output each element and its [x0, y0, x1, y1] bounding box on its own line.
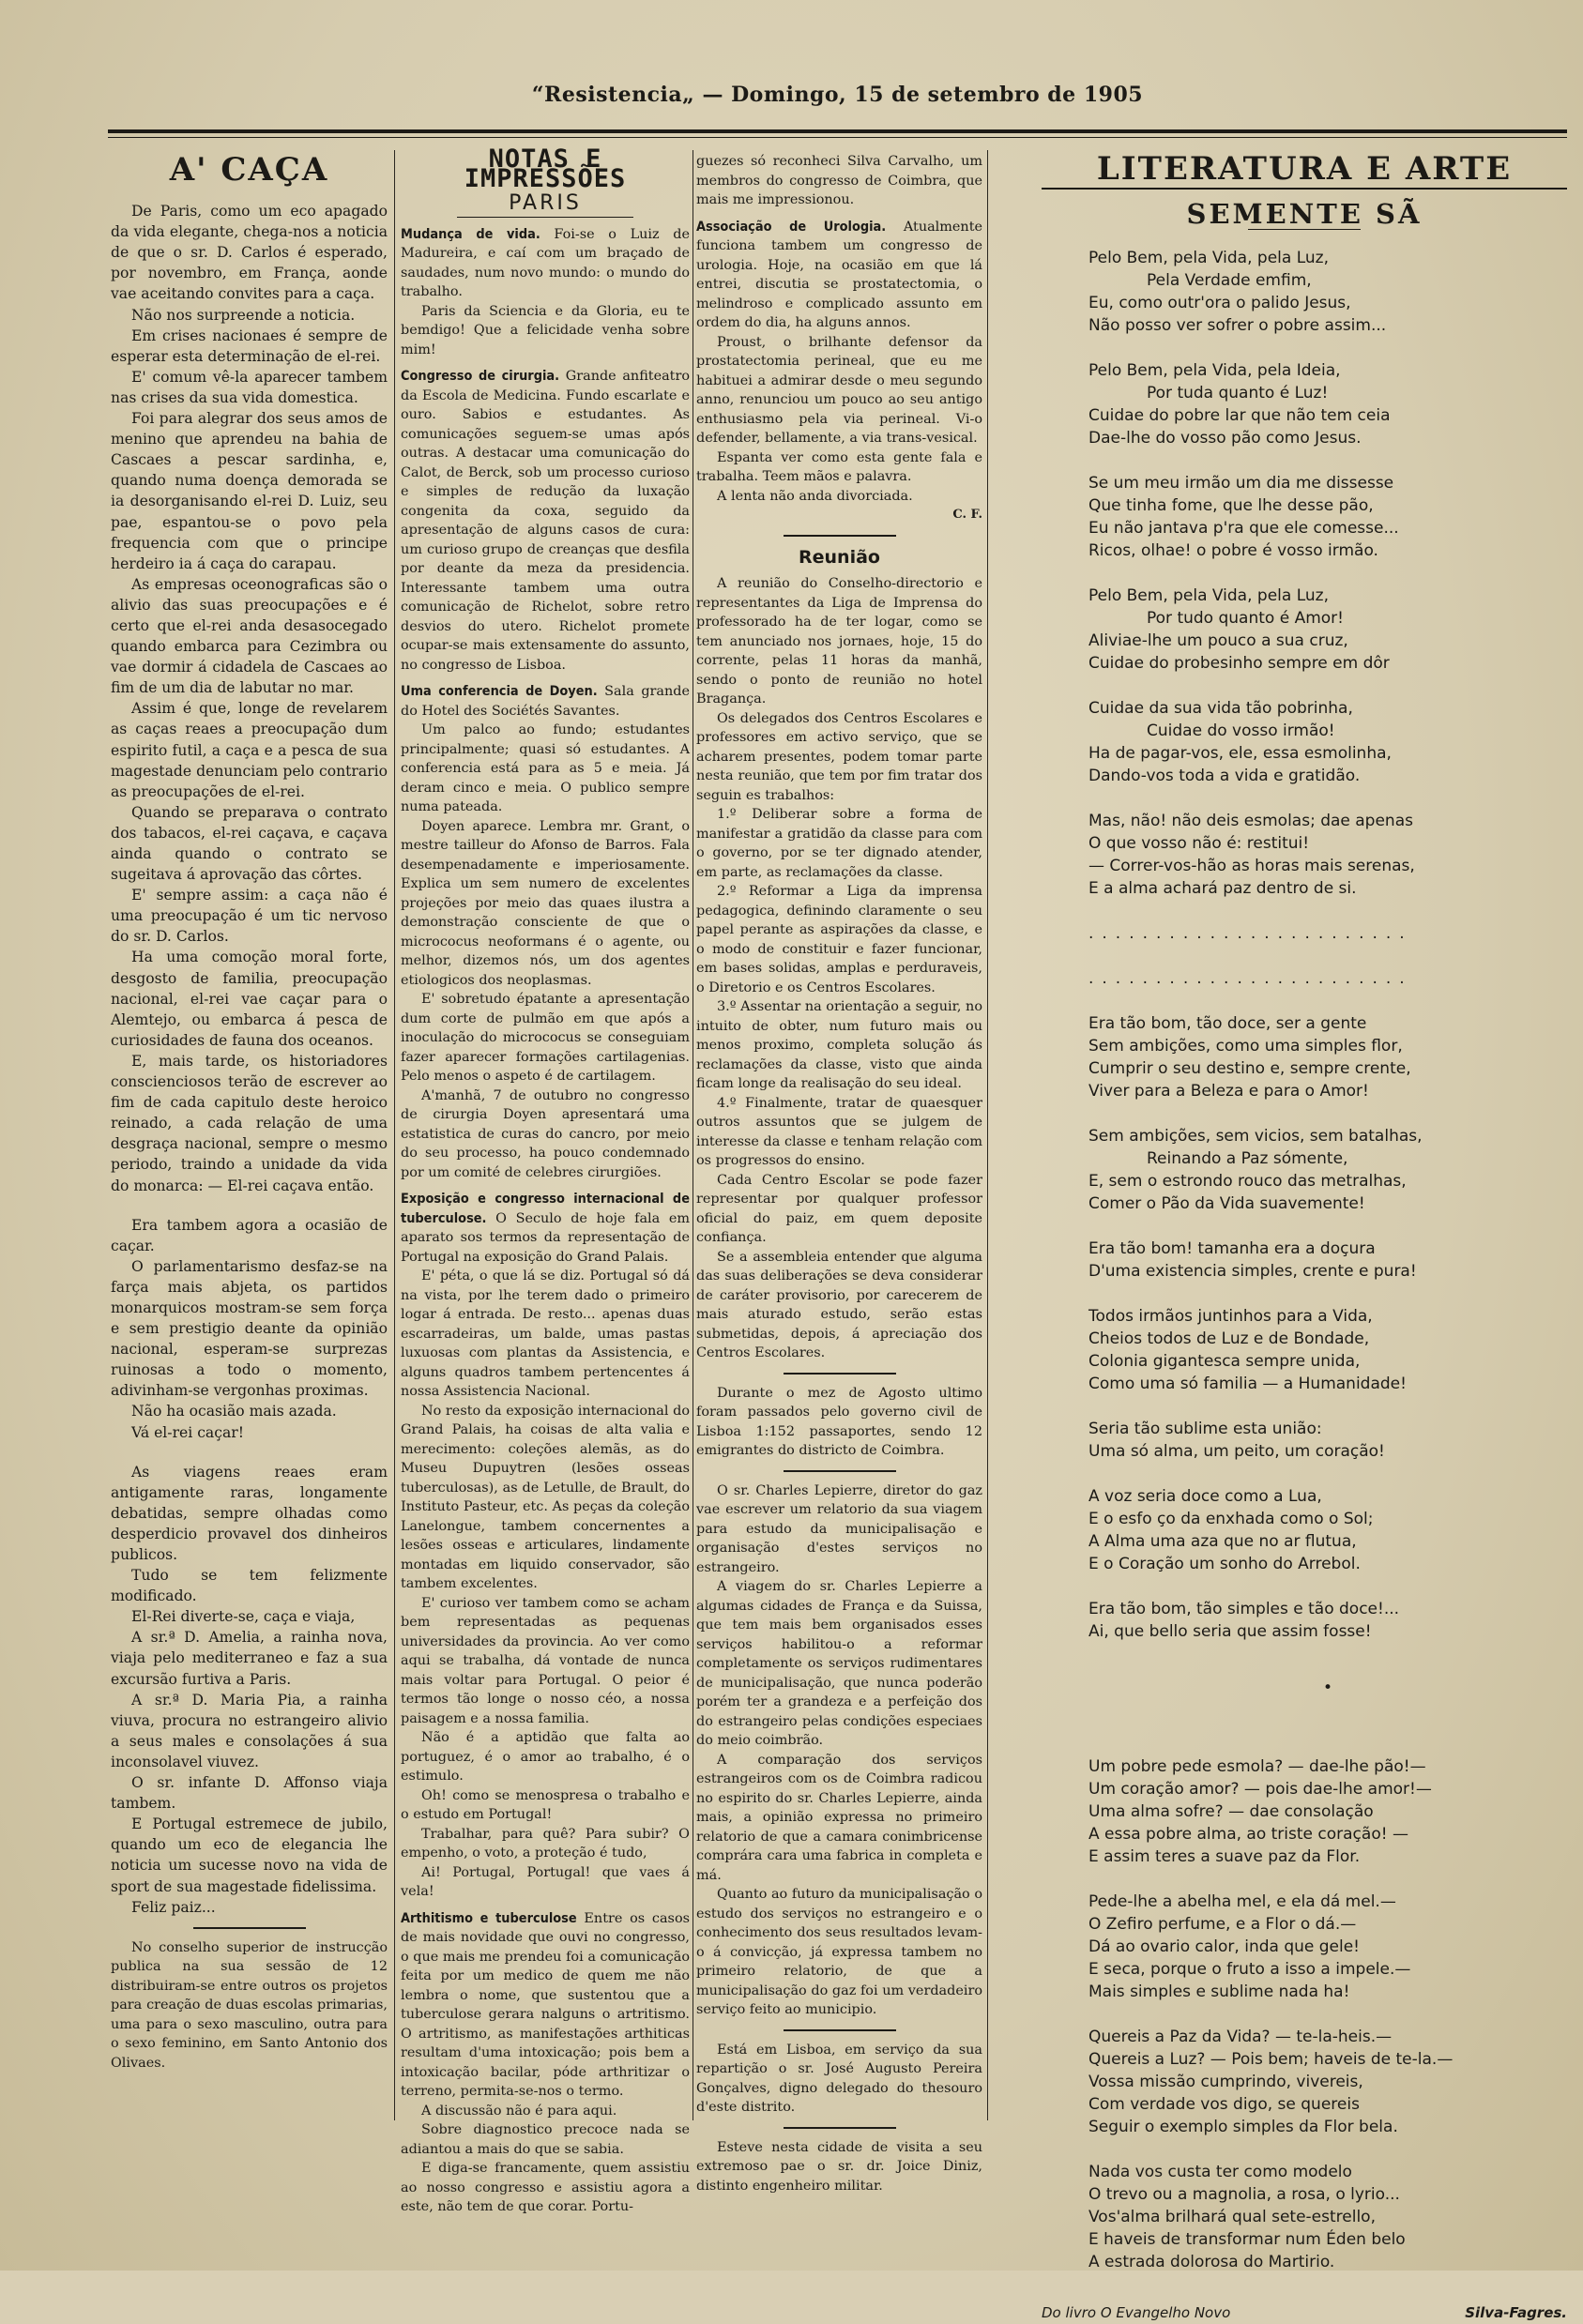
column-caca: [111, 150, 388, 2120]
section-heading: Exposição e congresso internacional de tuberculose.: [401, 1192, 690, 1226]
notas-subtitle: PARIS: [457, 194, 633, 218]
poem-line: Ha de pagar-vos, ele, essa esmolinha,: [1088, 744, 1392, 763]
poem-line: E haveis de transformar num Éden belo: [1088, 2230, 1406, 2249]
news-passaportes: Durante o mez de Agosto ultimo foram passados pelo governo civil de Lisboa 1:152 passaportes, sendo 12 emigrantes do districto de Coimbra.: [696, 1385, 982, 1458]
poem-line: Cuidae do pobre lar que não tem ceia: [1088, 406, 1391, 425]
paragraph: E Portugal estremece de jubilo, quando um eco de elegancia lhe noticia um sucesse novo na vida de sport de sua magestade fidelissima.: [111, 1815, 388, 1895]
poem-line: Cumprir o seu destino e, sempre crente,: [1088, 1059, 1411, 1078]
poem-line: Mas, não! não deis esmolas; dae apenas: [1088, 812, 1413, 830]
poem-line: Ricos, olhae! o pobre é vosso irmão.: [1088, 541, 1378, 560]
poem-line: Dando-vos toda a vida e gratidão.: [1088, 767, 1361, 785]
poem-line: Colonia gigantesca sempre unida,: [1088, 1352, 1361, 1371]
poem-line: Uma só alma, um peito, um coração!: [1088, 1442, 1385, 1461]
poem-line: Viver para a Beleza e para o Amor!: [1088, 1082, 1369, 1101]
paragraph: E' sempre assim: a caça não é uma preocupação é um tic nervoso do sr. D. Carlos.: [111, 887, 388, 946]
caca-title: A' CAÇA: [169, 151, 329, 189]
poem-stanza: [1088, 1418, 1567, 1463]
paragraph: A reunião do Conselho-directorio e representantes da Liga de Imprensa do professorado ha de ter logar, como se tem anunciado nos jornaes, hoje, 15 do corrente, pelas 11 horas da manhã, sendo o ponto de reunião no hotel Bragança.: [696, 576, 982, 706]
poem-stanza: [1088, 472, 1567, 562]
poem-stanza: [1088, 1238, 1567, 1283]
poem-part-1: [1088, 247, 1567, 900]
poem-line: Vossa missão cumprindo, vivereis,: [1088, 2073, 1363, 2091]
poem-line: Por tudo quanto é Amor!: [1147, 609, 1344, 628]
poem-line: Era tão bom! tamanha era a doçura: [1088, 1239, 1376, 1258]
paragraph: Não ha ocasião mais azada.: [131, 1403, 337, 1420]
paragraph: Em crises nacionaes é sempre de esperar esta determinação de el-rei.: [111, 327, 388, 365]
urologia-section: Associação de Urologia. Atualmente funciona tambem um congresso de urologia. Hoje, na ocasião em que lá entrei, discutia se prostatectomia, o melindroso e complicado assunto em ordem do dia, ha alguns annos.: [696, 219, 982, 330]
paragraph: Quando se preparava o contrato dos tabacos, el-rei caçava, e caçava ainda quando o contrato se sugeitava á aprovação das côrtes.: [111, 803, 388, 884]
poem-line: Vos'alma brilhará qual sete-estrello,: [1088, 2208, 1376, 2226]
poem-line: Não posso ver sofrer o pobre assim...: [1088, 316, 1387, 335]
poem-line: Sem ambições, como uma simples flor,: [1088, 1037, 1403, 1056]
poem-line: A estrada dolorosa do Martirio.: [1088, 2253, 1335, 2271]
poem-stanza: [1088, 1125, 1567, 1215]
paragraph: A discussão não é para aqui.: [421, 2103, 617, 2119]
poem-line: — Correr-vos-hão as horas mais serenas,: [1088, 857, 1415, 875]
news-lepierre: [696, 1481, 982, 2020]
notas-section-4: Exposição e congresso internacional de tuberculose. O Seculo de hoje fala em aparato sos termos da representação de Portugal na exposição do Grand Palais.: [401, 1192, 691, 1265]
poem-line: Todos irmãos juntinhos para a Vida,: [1088, 1307, 1373, 1326]
poem-line: E o Coração um sonho do Arrebol.: [1088, 1555, 1361, 1573]
caca-body-3: [111, 1462, 388, 1918]
paragraph: E' curioso ver tambem como se acham bem representadas as pequenas universidades da provincia. Ao ver como aqui se trabalha, dá vontade de nunca mais voltar para Portugal. O peior é termos tão longe o nosso céo, a nossa paisagem e a nossa familia.: [401, 1595, 690, 1726]
paragraph: O sr. Charles Lepierre, diretor do gaz vae escrever um relatorio da sua viagem para estudo da municipalisação e organisação d'estes serviços no estrangeiro.: [696, 1482, 982, 1575]
poem-stanza: [1088, 585, 1567, 675]
poem-line: Comer o Pão da Vida suavemente!: [1088, 1194, 1365, 1213]
poem-stanza: [1088, 1891, 1567, 2003]
paragraph: Não nos surpreende a noticia.: [131, 306, 356, 324]
paragraph: A comparação dos serviços estrangeiros com os de Coimbra radicou no espirito do sr. Charles Lepierre, ainda mais, a opinião expressa no primeiro relatorio de que a camara conimbricense comprára cara uma fabrica in completa e má.: [696, 1752, 982, 1883]
ellipsis-line: ........................: [1088, 969, 1413, 988]
poem-line: Eu não jantava p'ra que ele comesse...: [1088, 519, 1399, 538]
section-heading: Congresso de cirurgia.: [401, 369, 560, 384]
poem-line: Pela Verdade emfim,: [1147, 271, 1312, 290]
notas-continuation: guezes só reconheci Silva Carvalho, um membros do congresso de Coimbra, que mais me impressionou.: [696, 154, 982, 207]
paragraph: Trabalhar, para quê? Para subir? O empenho, o voto, a proteção é tudo,: [401, 1826, 690, 1861]
reuniao-body: [696, 574, 982, 1363]
paragraph: Ha uma comoção moral forte, desgosto de familia, preocupação nacional, el-rei vae caçar para o Alemtejo, ou embarca á pesca de curiosidades de fauna dos oceanos.: [111, 949, 388, 1049]
poem-stanza: [1088, 1755, 1567, 1868]
paragraph: Quanto ao futuro da municipalisação o estudo dos serviços no estrangeiro e o conhecimento dos seus resultados levam-o á convicção, já expressa tambem no primeiro relatorio, de que a municipalisação do gaz foi um verdadeiro serviço feito ao municipio.: [696, 1887, 982, 2017]
column-news: [696, 152, 982, 2194]
column-literatura: [1042, 150, 1567, 2321]
paragraph: A viagem do sr. Charles Lepierre a algumas cidades de França e da Suissa, que tem mais bem organisados esses serviços habilitou-o a reformar completamente os serviços rudimentares de municipalisação, que nunca poderão porém ter a grandeza e a perfeição dos do estrangeiro pelas condições especiaes do meio coimbrão.: [696, 1579, 982, 1748]
top-rule-thin: [108, 137, 1567, 138]
paragraph: E, mais tarde, os historiadores conscienciosos terão de escrever ao fim de cada capitulo deste heroico reinado, a cada relação de uma desgraça nacional, sempre o mesmo periodo, traindo a unidade da vida do monarca: — El-rei caçava então.: [111, 1052, 388, 1194]
paragraph: Se a assembleia entender que alguma das suas deliberações se deva considerar de caráter provisorio, por carecerem de mais aturado estudo, serão estas submetidas, depois, á apreciação dos Centros Escolares.: [696, 1249, 982, 1360]
poem-line: A Alma uma aza que no ar flutua,: [1088, 1532, 1357, 1551]
paragraph: Espanta ver como esta gente fala e trabalha. Teem mãos e palavra.: [696, 449, 982, 484]
top-rule: [108, 129, 1567, 133]
poem-stanza: [1088, 2161, 1567, 2273]
poem-line: Pelo Bem, pela Vida, pela Luz,: [1088, 249, 1329, 267]
paragraph: 3.º Assentar na orientação a seguir, no intuito de obter, num futuro mais ou menos proximo, completa solução ás reclamações da classe, visto que ainda ficam longe da realisação do seu ideal.: [696, 999, 982, 1091]
poem-footer: [1042, 2296, 1567, 2324]
ornament-divider: [696, 1470, 982, 1472]
poem-line: Seguir o exemplo simples da Flor bela.: [1088, 2118, 1398, 2136]
paragraph: As viagens reaes eram antigamente raras, longamente debatidas, sempre olhadas como desperdicio provavel dos dinheiros publicos.: [111, 1463, 388, 1563]
column-divider: [394, 150, 395, 2120]
poem-line: Dá ao ovario calor, inda que gele!: [1088, 1937, 1360, 1956]
poem-stanza: [1088, 1305, 1567, 1395]
poem-line: Um coração amor? — pois dae-lhe amor!—: [1088, 1780, 1432, 1799]
reuniao-title: Reunião: [799, 546, 880, 568]
urologia-body: [696, 333, 982, 507]
paragraph: E' comum vê-la aparecer tambem nas crises da sua vida domestica.: [111, 368, 388, 406]
poem-stanza: [1088, 697, 1567, 787]
poem-line: Pede-lhe a abelha mel, e ela dá mel.—: [1088, 1892, 1396, 1911]
literatura-rule: [1042, 188, 1567, 190]
poem-line: Como uma só familia — a Humanidade!: [1088, 1375, 1407, 1393]
poem-line: Cuidae do probesinho sempre em dôr: [1088, 654, 1390, 673]
paragraph: E' sobretudo épatante a apresentação dum corte de pulmão em que após a inoculação do micrococus se conseguiam fazer aparecer formações cartilagenias. Pelo menos o aspeto é de cartilagem.: [401, 992, 690, 1084]
poem-line: Sem ambições, sem vicios, sem batalhas,: [1088, 1127, 1423, 1146]
poem-stanza: [1088, 247, 1567, 337]
paragraph: Sobre diagnostico precoce nada se adiantou a mais do que se sabia.: [401, 2122, 690, 2157]
notas-title: NOTAS E IMPRESSÕES: [464, 144, 627, 193]
ornament-divider: [696, 535, 982, 537]
poem-line: Dae-lhe do vosso pão como Jesus.: [1088, 429, 1362, 448]
poem-line: Era tão bom, tão simples e tão doce!...: [1088, 1600, 1400, 1618]
poem-line: E, sem o estrondo rouco das metralhas,: [1088, 1172, 1407, 1191]
paragraph: E diga-se francamente, quem assistiu ao nosso congresso e assistiu agora a este, não tem de que corar. Portu-: [401, 2161, 690, 2214]
poem-line: Ai, que bello seria que assim fosse!: [1088, 1622, 1372, 1641]
paragraph: Proust, o brilhante defensor da prostatectomia perineal, que eu me habituei a admirar desde o meu segundo anno, renunciou um pouco ao seu antigo enthusiasmo pela via perineal. Vi-o defender, bellamente, a via trans-vesical.: [696, 334, 982, 446]
section-heading: Mudança de vida.: [401, 226, 540, 242]
paragraph: A lenta não anda divorciada.: [717, 488, 913, 504]
poem-line: Um pobre pede esmola? — dae-lhe pão!—: [1088, 1757, 1426, 1776]
paragraph: Tudo se tem felizmente modificado.: [111, 1567, 388, 1605]
signature-initials: C. F.: [952, 508, 982, 522]
paragraph: Cada Centro Escolar se pode fazer representar por qualquer professor oficial do paiz, em quem deposite confiança.: [696, 1172, 982, 1245]
poem-line: Eu, como outr'ora o palido Jesus,: [1088, 294, 1351, 312]
poem-line: D'uma existencia simples, crente e pura!: [1088, 1262, 1417, 1281]
poem-line: Com verdade vos digo, se quereis: [1088, 2095, 1360, 2114]
poem-line: A essa pobre alma, ao triste coração! —: [1088, 1825, 1408, 1844]
notas-section-3-body: [401, 721, 690, 1182]
poem-line: Pelo Bem, pela Vida, pela Luz,: [1088, 586, 1329, 605]
poem-line: Aliviae-lhe um pouco a sua cruz,: [1088, 631, 1348, 650]
poem-title: SEMENTE SÃ: [1186, 198, 1423, 230]
paragraph: Era tambem agora a ocasião de caçar.: [111, 1216, 388, 1254]
caca-body: [111, 201, 388, 1196]
paragraph: Foi para alegrar dos seus amos de menino que aprendeu na bahia de Cascaes a pescar sardinha, e, quando numa doença demorada se ia desorganisando el-rei D. Luiz, seu pae, espantou-se o povo pela frequencia com que o principe herdeiro ia á caça do carapau.: [111, 410, 388, 572]
poem-author: Silva-Fagres.: [1465, 2304, 1567, 2321]
poem-line: Cuidae do vosso irmão!: [1147, 722, 1335, 740]
poem-line: O trevo ou a magnolia, a rosa, o lyrio...: [1088, 2185, 1400, 2204]
section-heading: Arthitismo e tuberculose: [401, 1910, 577, 1926]
paragraph: Não é a aptidão que falta ao portuguez, é o amor ao trabalho, é o estimulo.: [401, 1730, 690, 1784]
section-star: •: [1322, 1678, 1333, 1697]
poem-stanza: [1088, 1485, 1567, 1575]
poem-part-2: [1088, 1012, 1567, 1643]
poem-line: Seria tão sublime esta união:: [1088, 1420, 1322, 1438]
paragraph: O parlamentarismo desfaz-se na farça mais abjeta, os partidos monarquicos mostram-se sem força e sem prestigio deante da opinião nacional, esperam-se surprezas ruinosas a todo o momento, adivinham-se vergonhas proximas.: [111, 1257, 388, 1400]
paragraph: El-Rei diverte-se, caça e viaja,: [131, 1608, 356, 1626]
poem-line: E seca, porque o fruto a isso a impele.—: [1088, 1960, 1411, 1979]
poem-line: Cuidae da sua vida tão pobrinha,: [1088, 699, 1353, 718]
poem-line: E assim teres a suave paz da Flor.: [1088, 1847, 1361, 1866]
notas-section-5-body: [401, 2102, 690, 2217]
poem-stanza: [1088, 810, 1567, 900]
news-visita: Esteve nesta cidade de visita a seu extremoso pae o sr. dr. Joice Diniz, distinto engenheiro militar.: [696, 2139, 982, 2194]
paragraph: Oh! como se menospresa o trabalho e o estudo em Portugal!: [401, 1787, 690, 1822]
paragraph: Doyen aparece. Lembra mr. Grant, o mestre tailleur do Afonso de Barros. Fala desempenadamente e imperiosamente. Explica um sem numero de excelentes projeções por meio das quaes ilustra a demonstração consciente de que o micrococus neoformans é o agente, ou melhor, dizemos nós, um dos agentes etiologicos dos neoplasmas.: [401, 818, 690, 988]
poem-stanza: [1088, 359, 1567, 449]
poem-stanza: [1088, 1012, 1567, 1102]
paragraph: 2.º Reformar a Liga da imprensa pedagogica, definindo claramente o seu papel perante as aspirações da classe, e o modo de constituir e fazer funcionar, em bases solidas, amplas e perduraveis, o Diretorio e os Centros Escolares.: [696, 884, 982, 995]
poem-line: Era tão bom, tão doce, ser a gente: [1088, 1014, 1367, 1033]
ornament-divider: [696, 1373, 982, 1375]
notas-section-4-body: [401, 1267, 690, 1902]
paragraph: E' péta, o que lá se diz. Portugal só dá na vista, por lhe terem dado o primeiro logar á entrada. De resto... apenas duas escarradeiras, um balde, umas pastas luxuosas com plantas da Assistencia, e alguns quadros tambem pertencentes á nossa Assistencia Nacional.: [401, 1268, 690, 1399]
paragraph: Ai! Portugal, Portugal! que vaes á vela!: [401, 1864, 690, 1899]
poem-line: Quereis a Luz? — Pois bem; haveis de te-la.—: [1088, 2050, 1454, 2069]
column-notas: [401, 144, 691, 2214]
paragraph: De Paris, como um eco apagado da vida elegante, chega-nos a noticia de que o sr. D. Carlos é esperado, por novembro, em França, aonde vae aceitando convites para a caça.: [111, 203, 388, 303]
poem-body: [1042, 247, 1567, 2273]
poem-line: Se um meu irmão um dia me dissesse: [1088, 474, 1394, 493]
section-heading: Associação de Urologia.: [696, 219, 887, 235]
notas-section-2: Congresso de cirurgia. Grande anfiteatro da Escola de Medicina. Fundo escarlate e ouro. Sabios e estudantes. As comunicações seguem-se umas após outras. A destacar uma comunicação do Calot, de Berck, sob um processo curioso e simples de redução da luxação congenita da coxa, seguido da apresentação de alguns casos de cura: um curioso grupo de creanças que desfila por deante da meza da presidencia. Interessante tambem uma outra comunicação de Richelot, sobre retro desvios do utero. Richelot promete ocupar-se mais extensamente do assunto, no congresso de Lisboa.: [401, 369, 690, 673]
caca-body-2: [111, 1215, 388, 1443]
paragraph: A sr.ª D. Maria Pia, a rainha viuva, procura no estrangeiro alivio a seus males e consolações á sua inconsolavel viuvez.: [111, 1691, 388, 1770]
section-heading: Uma conferencia de Doyen.: [401, 684, 598, 699]
paragraph: As empresas oceonograficas são o alivio das suas preocupações e é certo que el-rei anda desasocegado quando embarca para Cezimbra ou vae dormir á cidadela de Cascaes ao fim de um dia de labutar no mar.: [111, 575, 388, 697]
poem-line: Pelo Bem, pela Vida, pela Ideia,: [1088, 361, 1341, 380]
poem-part-3: [1088, 1755, 1567, 2273]
caca-note: No conselho superior de instrucção publica na sua sessão de 12 distribuiram-se entre outros os projetos para creação de duas escolas primarias, uma para o sexo masculino, outra para o sexo feminino, em Santo Antonio dos Olivaes.: [111, 1939, 388, 2071]
poem-line: E a alma achará paz dentro de si.: [1088, 879, 1357, 898]
paragraph: 4.º Finalmente, tratar de quaesquer outros assuntos que se julgem de interesse da classe e tenham relação com os progressos do ensino.: [696, 1095, 982, 1168]
poem-line: E o esfo ço da enxhada como o Sol;: [1088, 1510, 1374, 1528]
ellipsis-line: ........................: [1088, 924, 1413, 943]
paragraph: O sr. infante D. Affonso viaja tambem.: [111, 1774, 388, 1813]
poem-line: A voz seria doce como a Lua,: [1088, 1487, 1322, 1506]
poem-line: Por tuda quanto é Luz!: [1147, 384, 1329, 403]
poem-line: Quereis a Paz da Vida? — te-la-heis.—: [1088, 2028, 1393, 2046]
poem-line: Nada vos custa ter como modelo: [1088, 2163, 1352, 2181]
paragraph: Os delegados dos Centros Escolares e professores em activo serviço, que se acharem presentes, podem tomar parte nesta reunião, que tem por fim tratar dos seguin es trabalhos:: [696, 710, 982, 803]
paragraph: Assim é que, longe de revelarem as caças reaes a preocupação dum espirito futil, a caça e a pesca de sua magestade denunciam pelo contrario as preocupações de el-rei.: [111, 700, 388, 800]
paragraph: No resto da exposição internacional do Grand Palais, ha coisas de alta valia e merecimento: coleções alemãs, as do Museu Dupuytren (lesões osseas tuberculosas), as de Letulle, de Brault, do Instituto Pasteur, etc. As peças da coleção Lanelongue, tambem concernentes a lesões osseas e articulares, lindamente montadas em liquido conservador, são tambem excelentes.: [401, 1403, 690, 1591]
poem-line: O que vosso não é: restitui!: [1088, 834, 1310, 853]
column-divider: [987, 150, 988, 2120]
paragraph: Vá el-rei caçar!: [131, 1423, 244, 1441]
poem-line: Uma alma sofre? — dae consolação: [1088, 1802, 1374, 1821]
notas-section-5: Arthitismo e tuberculose Entre os casos de mais novidade que ouvi no congresso, o que mais me prendeu foi a comunicação feita por um medico de quem me não lembra o nome, que sustentou que a tuberculose gerara nalguns o artritismo. O artritismo, as manifestações arthiticas resultam d'uma intoxicação; pois bem a intoxicação bacilar, póde arthritizar o terreno, permita-se-nos o termo.: [401, 1910, 690, 2099]
poem-line: Reinando a Paz sómente,: [1147, 1149, 1348, 1168]
paragraph: 1.º Deliberar sobre a forma de manifestar a gratidão da classe para com o governo, por se ter dignado atender, em parte, as reclamações da classe.: [696, 807, 982, 880]
news-lisboa: Está em Lisboa, em serviço da sua repartição o sr. José Augusto Pereira Gonçalves, digno delegado do thesouro d'este distrito.: [696, 2042, 982, 2115]
paragraph: A'manhã, 7 de outubro no congresso de cirurgia Doyen apresentará uma estatistica de curas do cancro, por meio do seu processo, ha pouco condemnado por um comité de celebres cirurgiões.: [401, 1087, 690, 1180]
poem-line: Cheios todos de Luz e de Bondade,: [1088, 1329, 1370, 1348]
poem-stanza: [1088, 2026, 1567, 2138]
ornament-divider: [696, 2029, 982, 2031]
ornament-divider: [111, 1927, 388, 1929]
paragraph: Feliz paiz...: [131, 1898, 216, 1916]
masthead: “Resistencia„ — Domingo, 15 de setembro de 1905: [531, 83, 1144, 107]
paragraph: A sr.ª D. Amelia, a rainha nova, viaja pelo mediterraneo e faz a sua excursão furtiva a Paris.: [111, 1629, 388, 1688]
paragraph: Um palco ao fundo; estudantes principalmente; quasi só estudantes. A conferencia está para as 5 e meia. Já deram cinco e meia. O publico sempre numa pateada.: [401, 722, 690, 814]
poem-line: Mais simples e sublime nada ha!: [1088, 1982, 1350, 2001]
notas-section-3: Uma conferencia de Doyen. Sala grande do Hotel des Sociétés Savantes.: [401, 684, 690, 719]
poem-source: Do livro O Evangelho Novo: [1042, 2304, 1231, 2321]
poem-stanza: [1088, 1598, 1567, 1643]
paragraph: Paris da Sciencia e da Gloria, eu te bemdigo! Que a felicidade venha sobre mim!: [401, 303, 690, 357]
ornament-divider: [696, 2127, 982, 2129]
literatura-title: LITERATURA E ARTE: [1096, 150, 1513, 188]
poem-line: Que tinha fome, que lhe desse pão,: [1088, 496, 1374, 515]
notas-section-1: Mudança de vida. Foi-se o Luiz de Madureira, e caí com um braçado de saudades, num novo mundo: o mundo do trabalho.: [401, 226, 690, 299]
poem-line: O Zefiro perfume, e a Flor o dá.—: [1088, 1915, 1357, 1934]
